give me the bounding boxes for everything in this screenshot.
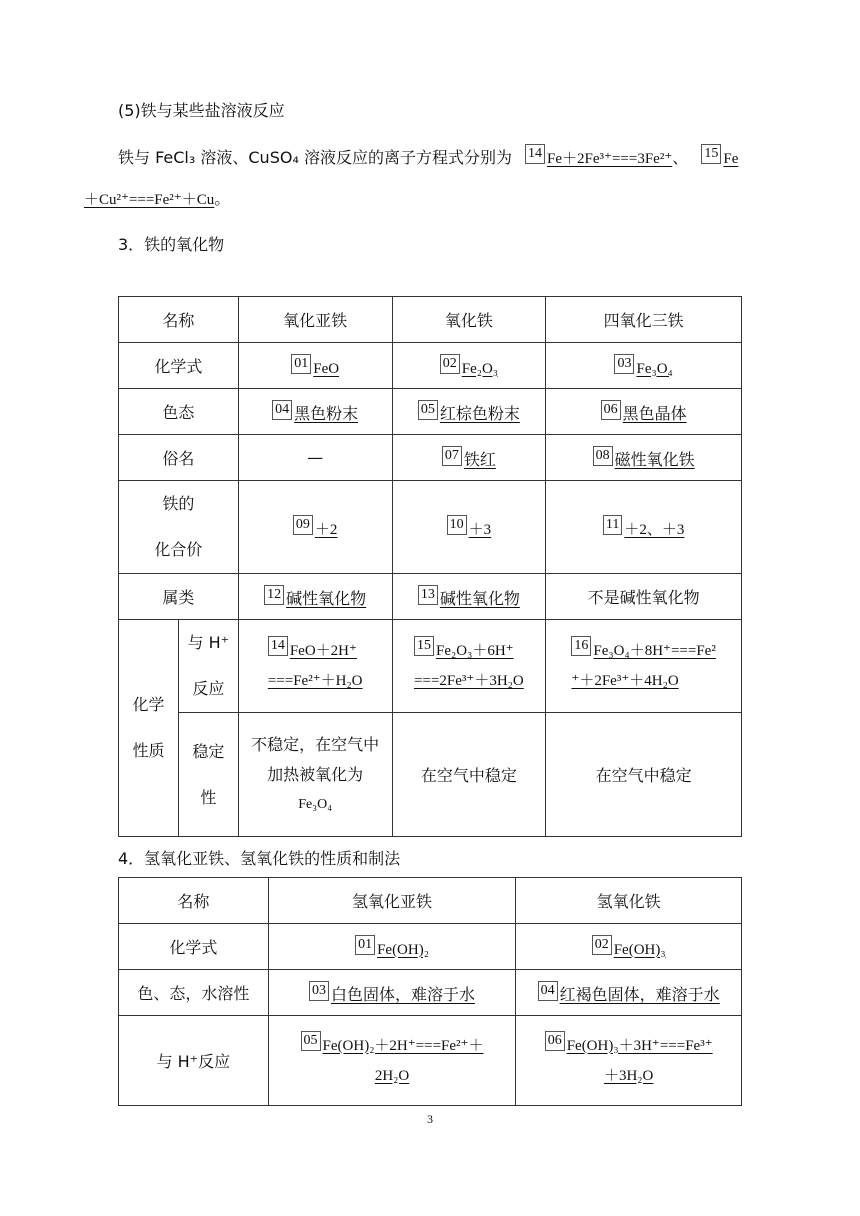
sub-label [178, 620, 238, 713]
cell-line: 不稳定，在空气中 [251, 734, 380, 754]
answer-14: Fe＋2Fe³⁺===3Fe²⁺ [547, 151, 673, 167]
row-label: 化学式 [119, 343, 239, 389]
answer: ===2Fe³⁺＋3H₂O [414, 673, 524, 689]
section-5-heading: (5)铁与某些盐溶液反应 [118, 101, 285, 120]
cell [392, 620, 546, 713]
blank-number: 15 [701, 144, 721, 164]
table-row [119, 343, 742, 389]
answer: ＋3 [468, 522, 492, 538]
label-line: 反应 [192, 679, 225, 698]
table-row [119, 620, 742, 713]
answer: Fe₃O₄ [636, 360, 673, 377]
sub-label [178, 713, 238, 837]
table-row [119, 878, 742, 924]
cell: 在空气中稳定 [392, 713, 546, 837]
cell [516, 1016, 742, 1106]
blank-number: 02 [592, 935, 612, 955]
answer: 铁红 [463, 449, 496, 469]
period: 。 [214, 189, 231, 208]
cell [238, 713, 392, 837]
iron-oxides-table [118, 296, 742, 837]
blank-number: 04 [272, 400, 292, 420]
cell [546, 481, 742, 574]
blank-number: 03 [614, 354, 634, 374]
answer: 碱性氧化物 [439, 588, 520, 608]
cell: — [238, 435, 392, 481]
blank-number: 11 [603, 515, 622, 535]
cell [268, 924, 516, 970]
cell-line: 加热被氧化为 [267, 764, 364, 784]
blank-number: 01 [291, 354, 311, 374]
table-row [119, 970, 742, 1016]
blank-number: 05 [301, 1031, 321, 1051]
section-5-line1 [118, 144, 738, 168]
blank-number: 15 [414, 636, 434, 656]
blank-number: 06 [545, 1031, 565, 1051]
blank-number: 09 [293, 515, 313, 535]
cell [516, 924, 742, 970]
table-row [119, 435, 742, 481]
cell: 不是碱性氧化物 [546, 574, 742, 620]
cell [392, 389, 546, 435]
table-row [119, 481, 742, 574]
cell [238, 481, 392, 574]
blank-number: 07 [442, 446, 462, 466]
section-5-text: 铁与 FeCl₃ 溶液、CuSO₄ 溶液反应的离子方程式分别为 [118, 148, 512, 167]
cell [392, 435, 546, 481]
cell [268, 970, 516, 1016]
answer: 红棕色粉末 [439, 403, 520, 423]
row-label: 俗名 [119, 435, 239, 481]
cell [546, 435, 742, 481]
answer: Fe₂O₃ [461, 360, 499, 377]
blank-number: 14 [268, 636, 288, 656]
answer: ＋2 [314, 522, 338, 538]
answer: ＋2、＋3 [624, 522, 685, 538]
answer: 磁性氧化铁 [614, 449, 695, 469]
label-line: 性 [200, 787, 217, 807]
cell [546, 343, 742, 389]
label-line: 性质 [132, 741, 165, 760]
answer: Fe(OH)₃ [613, 941, 666, 958]
row-label: 属类 [119, 574, 239, 620]
table-row [119, 924, 742, 970]
label-line: 化学 [132, 695, 165, 714]
cell [546, 620, 742, 713]
header-fe3o4: 四氧化三铁 [546, 297, 742, 343]
table-row [119, 574, 742, 620]
label-line: 铁的 [162, 494, 195, 513]
header-feo: 氧化亚铁 [238, 297, 392, 343]
table-row [119, 389, 742, 435]
section-5-line2 [84, 186, 230, 209]
cell-line: Fe₃O₄ [298, 796, 333, 812]
answer: Fe₂O₃＋6H⁺ [436, 643, 514, 659]
answer: Fe(OH)₂＋2H⁺===Fe²⁺＋ [322, 1037, 484, 1054]
answer: 白色固体，难溶于水 [331, 984, 476, 1004]
answer: ===Fe²⁺＋H₂O [267, 673, 363, 689]
blank-number: 16 [571, 636, 591, 656]
answer: 黑色粉末 [294, 403, 359, 423]
row-label [119, 481, 239, 574]
answer: Fe(OH)₂ [377, 941, 429, 958]
blank-number: 06 [601, 400, 621, 420]
blank-number: 08 [593, 446, 613, 466]
answer: ⁺＋2Fe³⁺＋4H₂O [571, 673, 679, 689]
blank-number: 05 [418, 400, 438, 420]
header-feoh3: 氢氧化铁 [516, 878, 742, 924]
header-name: 名称 [119, 297, 239, 343]
section-4-heading: 4．氢氧化亚铁、氢氧化铁的性质和制法 [118, 849, 401, 868]
cell [238, 389, 392, 435]
cell [268, 1016, 516, 1106]
cell [238, 574, 392, 620]
cell [516, 970, 742, 1016]
answer: 黑色晶体 [622, 403, 687, 423]
cell [546, 389, 742, 435]
row-label: 化学式 [119, 924, 269, 970]
label-line: 与 H⁺ [187, 633, 230, 652]
row-label [119, 620, 179, 837]
answer: FeO [313, 360, 340, 377]
answer: 2H₂O [374, 1067, 410, 1084]
answer-15-part2: ＋Cu²⁺===Fe²⁺＋Cu [84, 192, 215, 208]
row-label: 色态 [119, 389, 239, 435]
iron-hydroxides-table [118, 877, 742, 1106]
row-label: 色、态，水溶性 [119, 970, 269, 1016]
answer: Fe(OH)₃＋3H⁺===Fe³⁺ [566, 1037, 713, 1054]
answer: ＋3H₂O [603, 1067, 654, 1084]
blank-number: 03 [309, 981, 329, 1001]
cell: 在空气中稳定 [546, 713, 742, 837]
cell [238, 620, 392, 713]
blank-number: 12 [264, 585, 284, 605]
answer: 碱性氧化物 [286, 588, 367, 608]
table-row [119, 1016, 742, 1106]
blank-number: 04 [538, 981, 558, 1001]
blank-number: 02 [440, 354, 460, 374]
label-line: 化合价 [154, 540, 203, 559]
separator: 、 [672, 148, 689, 167]
label-line: 稳定 [192, 741, 225, 761]
table-row [119, 713, 742, 837]
blank-number: 10 [447, 515, 467, 535]
cell [392, 481, 546, 574]
answer-15-part1: Fe [723, 151, 739, 167]
section-3-heading: 3．铁的氧化物 [118, 235, 225, 254]
blank-number: 14 [525, 144, 545, 164]
header-fe2o3: 氧化铁 [392, 297, 546, 343]
answer: Fe₃O₄＋8H⁺===Fe² [593, 643, 716, 659]
answer: FeO＋2H⁺ [289, 643, 357, 659]
cell [392, 574, 546, 620]
answer: 红褐色固体，难溶于水 [559, 984, 720, 1004]
header-name: 名称 [119, 878, 269, 924]
header-feoh2: 氢氧化亚铁 [268, 878, 516, 924]
cell [392, 343, 546, 389]
blank-number: 13 [418, 585, 438, 605]
cell [238, 343, 392, 389]
table-row [119, 297, 742, 343]
blank-number: 01 [355, 935, 375, 955]
row-label: 与 H⁺反应 [119, 1016, 269, 1106]
page-number: 3 [427, 1112, 433, 1126]
